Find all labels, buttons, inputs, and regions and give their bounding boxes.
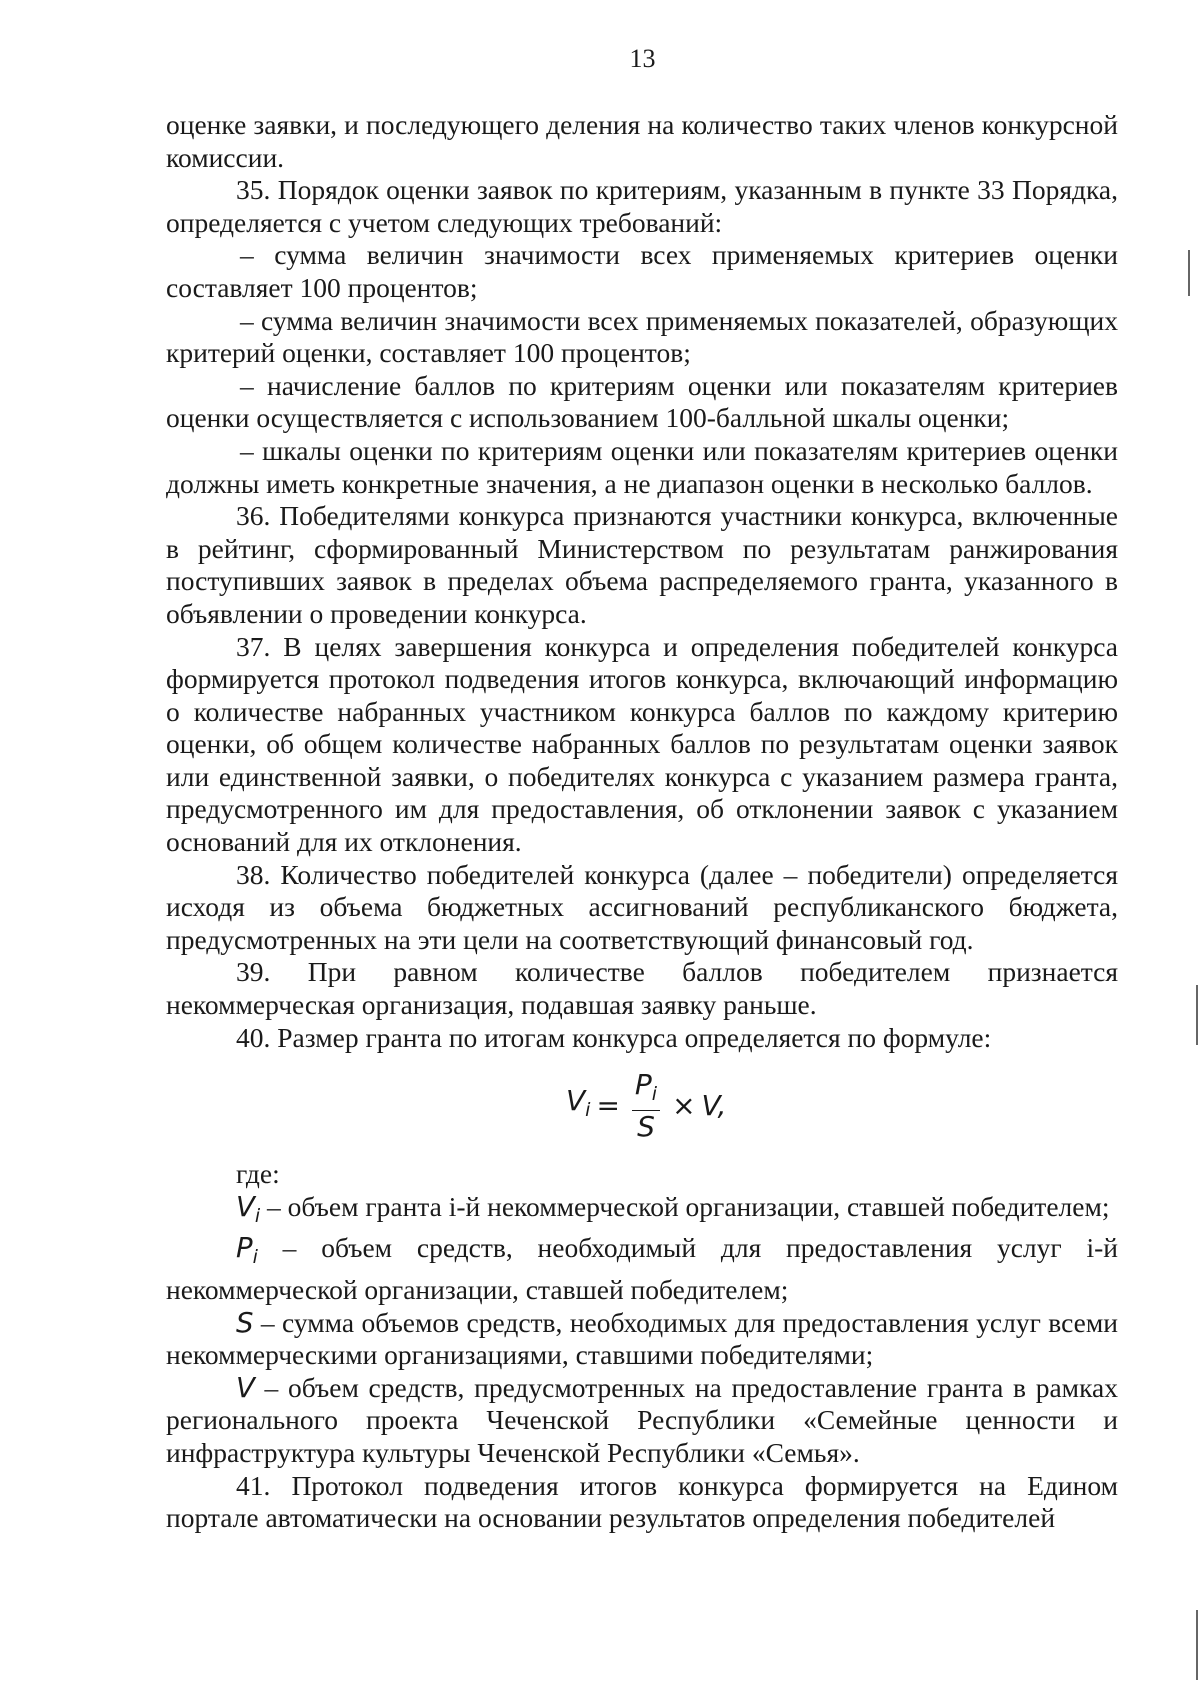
paragraph-35: 35. Порядок оценки заявок по критериям, указанным в пункте 33 Порядка, определяется с учетом следующих требований: bbox=[166, 174, 1118, 238]
list-item: – начисление баллов по критериям оценки или показателям критериев оценки осуществляется с использованием 100-балльной шкалы оценки; bbox=[166, 369, 1118, 434]
legend-item: $P_i$ – объем средств, необходимый для предоставления услуг i-й некоммерческой организации, ставшей победителем; bbox=[166, 1232, 1118, 1305]
paragraph-continuation: оценке заявки, и последующего деления на количество таких членов конкурсной комиссии. bbox=[166, 109, 1118, 173]
formula-equals: = bbox=[596, 1088, 620, 1122]
paragraph-41: 41. Протокол подведения итогов конкурса формируется на Едином портале автоматически на основании результатов определения победителей bbox=[166, 1469, 1118, 1534]
formula-rhs: V, bbox=[701, 1088, 727, 1122]
document-body bbox=[166, 109, 1118, 1535]
formula-lhs: $V_i$ bbox=[566, 1084, 591, 1122]
scan-edge-mark bbox=[1188, 250, 1190, 296]
paragraph-37: 37. В целях завершения конкурса и определения победителей конкурса формируется протокол подведения итогов конкурса, включающий информацию о количестве набранных участником конкурса баллов по каждому критерию оценки, об общем количестве набранных баллов по результатам оценки заявок или единственной заявки, о победителях конкурса с указанием размера гранта, предусмотренного им для предоставления, об отклонении заявок с указанием оснований для их отклонения. bbox=[166, 630, 1118, 858]
paragraph-40: 40. Размер гранта по итогам конкурса определяется по формуле: bbox=[236, 1021, 992, 1053]
list-item: – шкалы оценки по критериям оценки или показателям критериев оценки должны иметь конкретные значения, а не диапазон оценки в несколько баллов. bbox=[166, 434, 1118, 499]
list-item: – сумма величин значимости всех применяемых показателей, образующих критерий оценки, составляет 100 процентов; bbox=[166, 304, 1118, 369]
scan-edge-mark bbox=[1196, 985, 1198, 1045]
paragraph-36: 36. Победителями конкурса признаются участники конкурса, включенные в рейтинг, сформированный Министерством по результатам ранжирования поступивших заявок в пределах объема распределяемого гранта, указанного в объявлении о проведении конкурса. bbox=[166, 500, 1118, 629]
formula-times: × bbox=[672, 1088, 696, 1122]
list-item: – сумма величин значимости всех применяемых критериев оценки составляет 100 процентов; bbox=[166, 239, 1118, 303]
legend-item: V – объем средств, предусмотренных на предоставление гранта в рамках регионального проекта Чеченской Республики «Семейные ценности и инфраструктура культуры Чеченской Республики «Семья». bbox=[166, 1371, 1118, 1468]
legend-item: S – сумма объемов средств, необходимых для предоставления услуг всеми некоммерческими организациями, ставшими победителями; bbox=[166, 1306, 1118, 1371]
legend-where: где: bbox=[236, 1158, 280, 1190]
paragraph-38: 38. Количество победителей конкурса (далее – победители) определяется исходя из объема бюджетных ассигнований республиканского бюджета, предусмотренных на эти цели на соответствующий финансовый год. bbox=[166, 858, 1118, 955]
paragraph-39: 39. При равном количестве баллов победителем признается некоммерческая организация, подавшая заявку раньше. bbox=[166, 956, 1118, 1021]
grant-formula bbox=[166, 1054, 1118, 1158]
legend-item: $V_i$ – объем гранта i-й некоммерческой организации, ставшей победителем; bbox=[236, 1190, 1110, 1227]
formula-fraction: $\frac{P_i}{S}$ bbox=[632, 1070, 660, 1142]
scan-edge-mark bbox=[1196, 1610, 1198, 1680]
page-number: 13 bbox=[629, 44, 656, 73]
